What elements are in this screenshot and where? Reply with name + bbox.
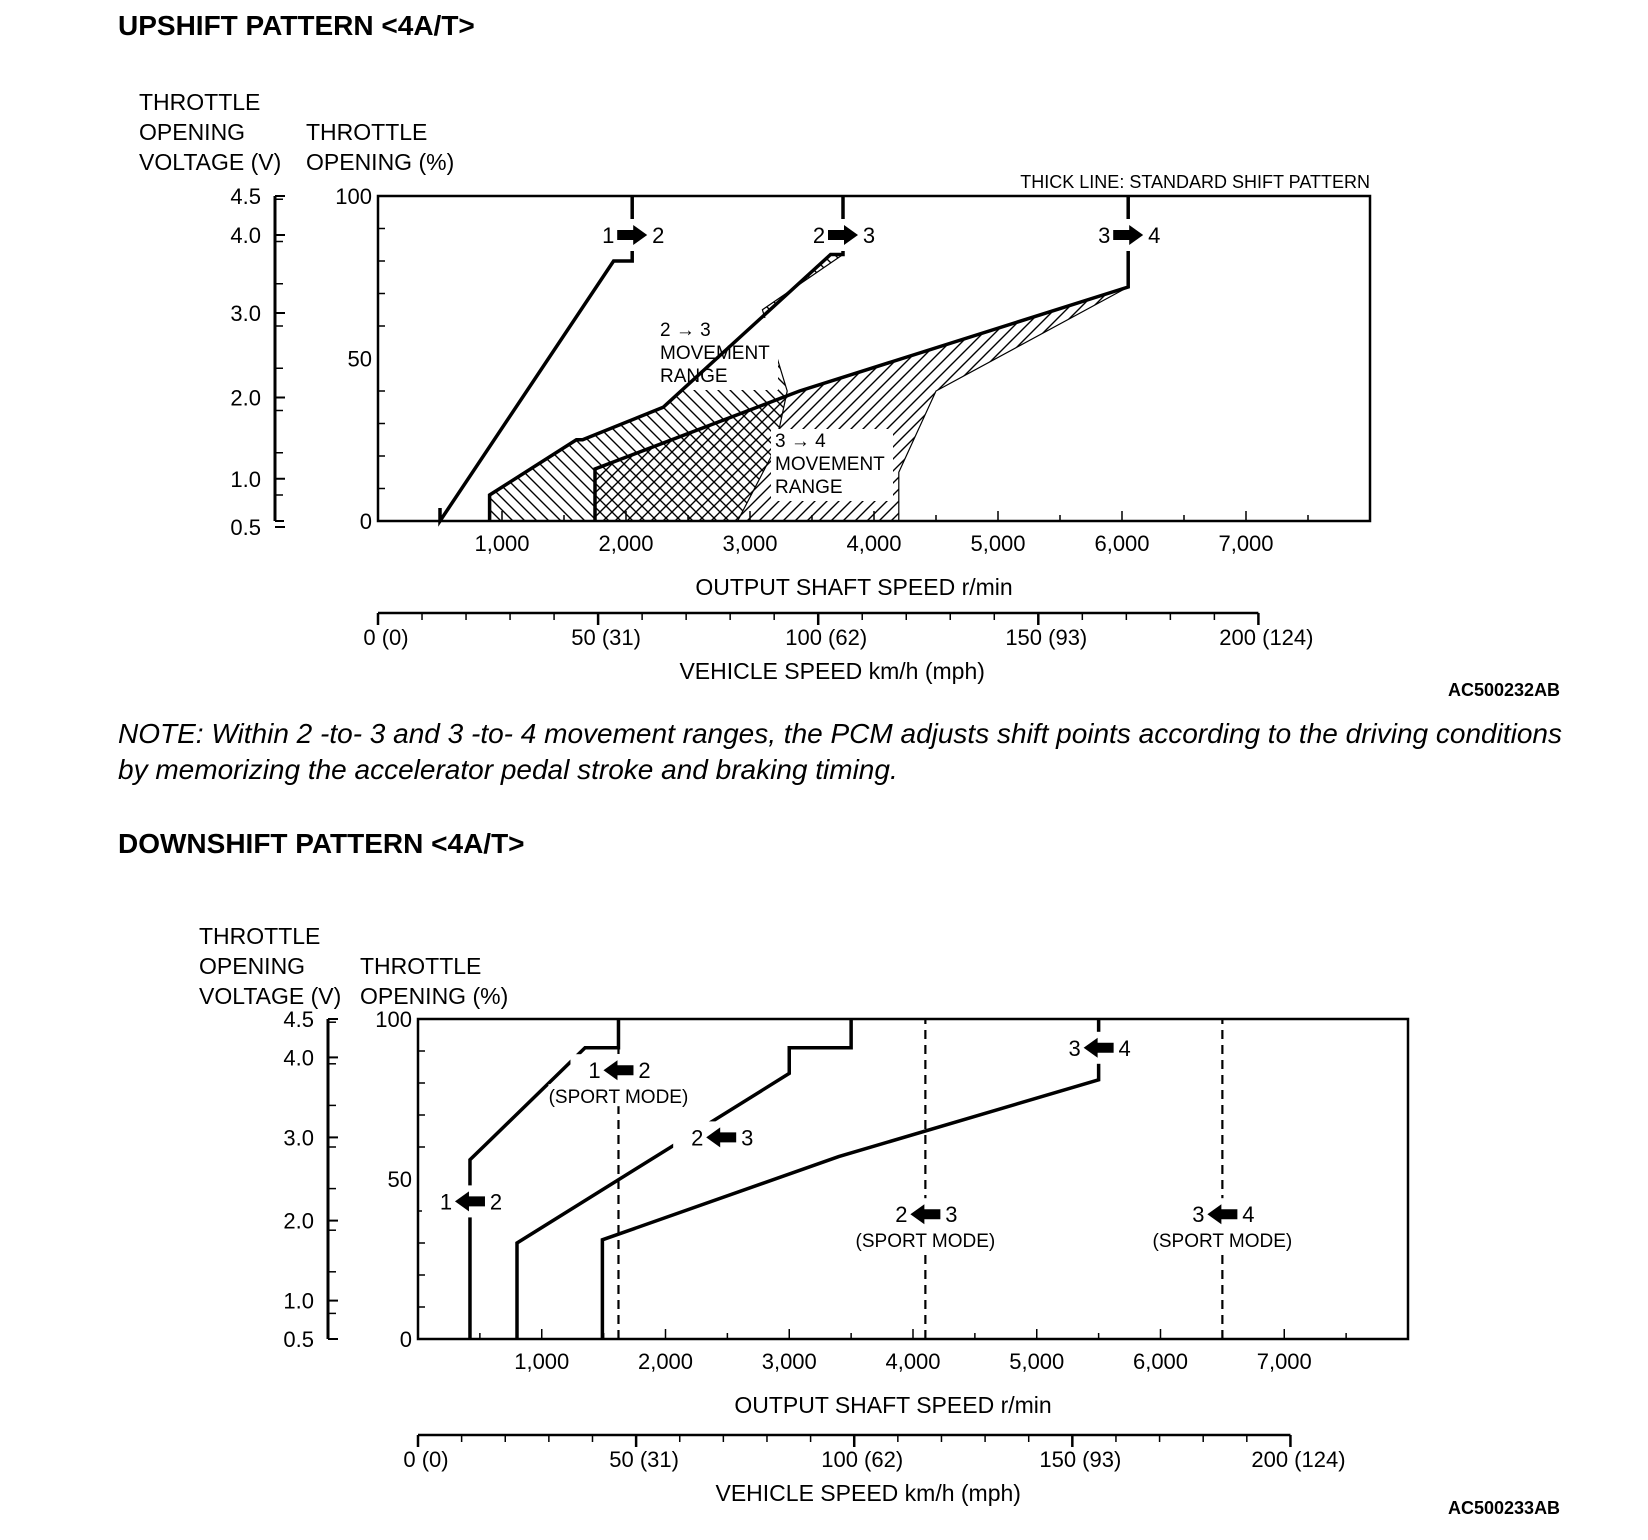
x-axis-title: OUTPUT SHAFT SPEED r/min [695,574,1013,600]
region-label: RANGE [775,477,843,498]
y-percent-tick-label: 0 [359,509,372,534]
x-tick-label: 1,000 [474,531,530,556]
vehicle-speed-tick-label: 50 (31) [571,625,641,650]
shift-label-to: 2 [638,1058,651,1084]
x-tick-label: 3,000 [722,531,778,556]
shift-label-from: 1 [439,1189,453,1215]
voltage-tick-label: 4.5 [230,184,261,209]
shift-label-to: 2 [489,1189,503,1215]
x-tick-label: 4,000 [885,1349,941,1374]
shift-label [673,1121,769,1153]
region-label: MOVEMENT [660,343,770,364]
shift-label [1080,219,1176,251]
vehicle-speed-tick-label: 0 (0) [403,1447,449,1472]
voltage-tick-label: 0.5 [230,515,261,540]
shift-label-to: 3 [862,223,876,248]
shift-label [422,1185,518,1217]
y-percent-title: OPENING (%) [306,149,455,175]
x-tick-label: 5,000 [1009,1349,1065,1374]
y-voltage-title: THROTTLE [139,89,261,115]
vehicle-speed-title: VEHICLE SPEED km/h (mph) [679,658,985,684]
shift-label-from: 1 [588,1058,601,1084]
vehicle-speed-tick-label: 100 (62) [821,1447,904,1472]
y-voltage-title: VOLTAGE (V) [139,149,282,175]
shift-label [855,1198,995,1252]
region-label: 3 → 4 [775,431,826,452]
shift-label-from: 1 [602,223,615,248]
vehicle-speed-tick-label: 0 (0) [363,625,409,650]
x-tick-label: 6,000 [1132,1349,1189,1374]
upshift-figure-id: AC500232AB [1448,680,1561,700]
voltage-tick-label: 3.0 [230,301,261,326]
vehicle-speed-tick-label: 50 (31) [609,1447,679,1472]
sport-mode-label: (SPORT MODE) [1152,1231,1293,1253]
x-tick-label: 3,000 [761,1349,817,1374]
y-percent-title: THROTTLE [360,953,482,979]
sport-mode-label: (SPORT MODE) [855,1231,996,1253]
shift-label [1051,1032,1147,1064]
shift-label-from: 2 [691,1125,704,1151]
upshift-chart [0,80,1648,700]
shift-label [795,219,891,251]
shift-label-from: 3 [1068,1035,1081,1061]
voltage-tick-label: 0.5 [283,1327,314,1352]
vehicle-speed-tick-label: 100 (62) [785,625,868,650]
region-label: RANGE [660,366,728,387]
sport-mode-label: (SPORT MODE) [548,1087,689,1109]
voltage-tick-label: 2.0 [283,1208,314,1234]
voltage-tick-label: 1.0 [283,1288,314,1314]
x-axis-title: OUTPUT SHAFT SPEED r/min [734,1392,1052,1418]
vehicle-speed-title: VEHICLE SPEED km/h (mph) [715,1480,1021,1506]
upshift-title: UPSHIFT PATTERN <4A/T> [118,10,475,41]
y-percent-tick-label: 0 [399,1327,412,1352]
shift-label-to: 4 [1242,1202,1255,1228]
y-percent-tick-label: 100 [335,184,372,209]
region-label: MOVEMENT [775,454,885,475]
shift-label-from: 2 [895,1202,908,1228]
y-percent-tick-label: 50 [387,1167,412,1192]
legend-note: THICK LINE: STANDARD SHIFT PATTERN [1020,172,1370,192]
voltage-tick-label: 1.0 [230,466,261,492]
y-percent-tick-label: 50 [347,346,372,372]
shift-label-to: 2 [652,223,665,248]
shift-label-to: 3 [945,1202,958,1228]
x-tick-label: 1,000 [514,1349,570,1374]
downshift-figure-id: AC500233AB [1448,1498,1561,1518]
vehicle-speed-tick-label: 150 (93) [1005,625,1088,650]
x-tick-label: 5,000 [970,531,1026,556]
shift-label [584,219,680,251]
voltage-tick-label: 2.0 [230,385,261,411]
y-voltage-title: OPENING [199,953,306,979]
voltage-tick-label: 4.5 [283,1007,314,1032]
voltage-tick-label: 4.0 [283,1045,314,1071]
shift-label-from: 2 [812,223,826,248]
x-tick-label: 4,000 [846,531,902,556]
y-voltage-title: THROTTLE [199,923,321,949]
region-label: 2 → 3 [660,320,711,341]
shift-line [602,1019,1098,1339]
note-text: NOTE: Within 2 -to- 3 and 3 -to- 4 movement ranges, the PCM adjusts shift points according to the driving conditions by memorizing the accelerator pedal stroke and braking timing. [118,718,1562,785]
y-percent-title: OPENING (%) [360,983,509,1009]
shift-label-to: 3 [741,1125,754,1151]
y-percent-tick-label: 100 [375,1007,412,1032]
vehicle-speed-tick-label: 150 (93) [1039,1447,1122,1472]
shift-label-to: 4 [1118,1035,1131,1061]
voltage-tick-label: 4.0 [230,223,261,248]
x-tick-label: 2,000 [637,1349,694,1374]
x-tick-label: 6,000 [1094,531,1150,556]
x-tick-label: 2,000 [598,531,654,556]
y-voltage-title: VOLTAGE (V) [199,983,342,1009]
voltage-tick-label: 3.0 [283,1125,314,1151]
downshift-title: DOWNSHIFT PATTERN <4A/T> [118,828,525,859]
shift-label-to: 4 [1148,223,1161,248]
y-voltage-title: OPENING [139,119,246,145]
x-tick-label: 7,000 [1256,1349,1312,1374]
shift-label [1152,1198,1292,1252]
shift-label-from: 3 [1192,1202,1205,1228]
y-percent-title: THROTTLE [306,119,428,145]
shift-label-from: 3 [1098,223,1111,248]
x-tick-label: 7,000 [1218,531,1274,556]
vehicle-speed-tick-label: 200 (124) [1219,625,1314,650]
vehicle-speed-tick-label: 200 (124) [1251,1447,1346,1472]
downshift-chart [0,900,1648,1506]
